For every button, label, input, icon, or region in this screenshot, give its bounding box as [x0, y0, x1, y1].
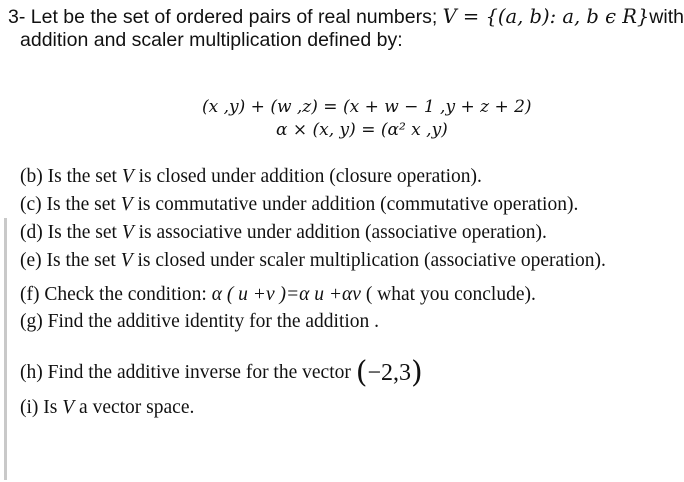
question-i-suffix: a vector space. — [74, 397, 195, 418]
intro-text: 3- Let be the set of ordered pairs of real numbers; — [8, 6, 443, 28]
question-c — [20, 194, 578, 216]
intro-line-2: addition and scaler multiplication defined by: — [20, 29, 403, 51]
question-f-suffix: ( what you conclude). — [360, 284, 536, 305]
question-c-prefix: (c) Is the set — [20, 194, 121, 215]
question-f-prefix: (f) Check the condition: — [20, 284, 212, 305]
question-e — [20, 250, 606, 272]
question-b-suffix: is closed under addition (closure operation). — [133, 166, 482, 187]
question-g: (g) Find the additive identity for the addition . — [20, 311, 380, 332]
question-d — [20, 222, 547, 244]
question-f — [20, 284, 536, 306]
intro-suffix: with — [649, 6, 684, 28]
set-variable: V — [62, 397, 75, 418]
left-margin-bar — [4, 218, 7, 480]
question-c-suffix: is commutative under addition (commutative operation). — [132, 194, 579, 215]
scalar-distributive-condition: α ( u +v )=α u +αv — [211, 284, 361, 305]
set-variable: V — [120, 250, 133, 271]
scalar-definition: α × (x, y) = (α² x ,y) — [276, 120, 448, 140]
set-variable: V — [121, 222, 134, 243]
question-e-prefix: (e) Is the set — [20, 250, 121, 271]
set-variable: V — [120, 194, 133, 215]
set-variable: V — [121, 166, 134, 187]
question-i-prefix: (i) Is — [20, 397, 63, 418]
question-b — [20, 166, 482, 188]
vector-value: −2,3 — [367, 360, 411, 386]
question-h — [20, 355, 423, 390]
question-h-prefix: (h) Find the additive inverse for the vector — [20, 362, 356, 383]
close-paren: ) — [411, 355, 423, 390]
question-d-prefix: (d) Is the set — [20, 222, 122, 243]
addition-definition: (x ,y) + (w ,z) = (x + w − 1 ,y + z + 2) — [202, 97, 532, 117]
question-e-suffix: is closed under scaler multiplication (associative operation). — [132, 250, 606, 271]
intro-line-1 — [8, 5, 684, 29]
question-i — [20, 397, 194, 419]
set-definition: V = {(a, b): a, b ϵ R} — [442, 5, 650, 28]
question-b-prefix: (b) Is the set — [20, 166, 122, 187]
question-d-suffix: is associative under addition (associative operation). — [133, 222, 547, 243]
open-paren: ( — [355, 355, 368, 390]
